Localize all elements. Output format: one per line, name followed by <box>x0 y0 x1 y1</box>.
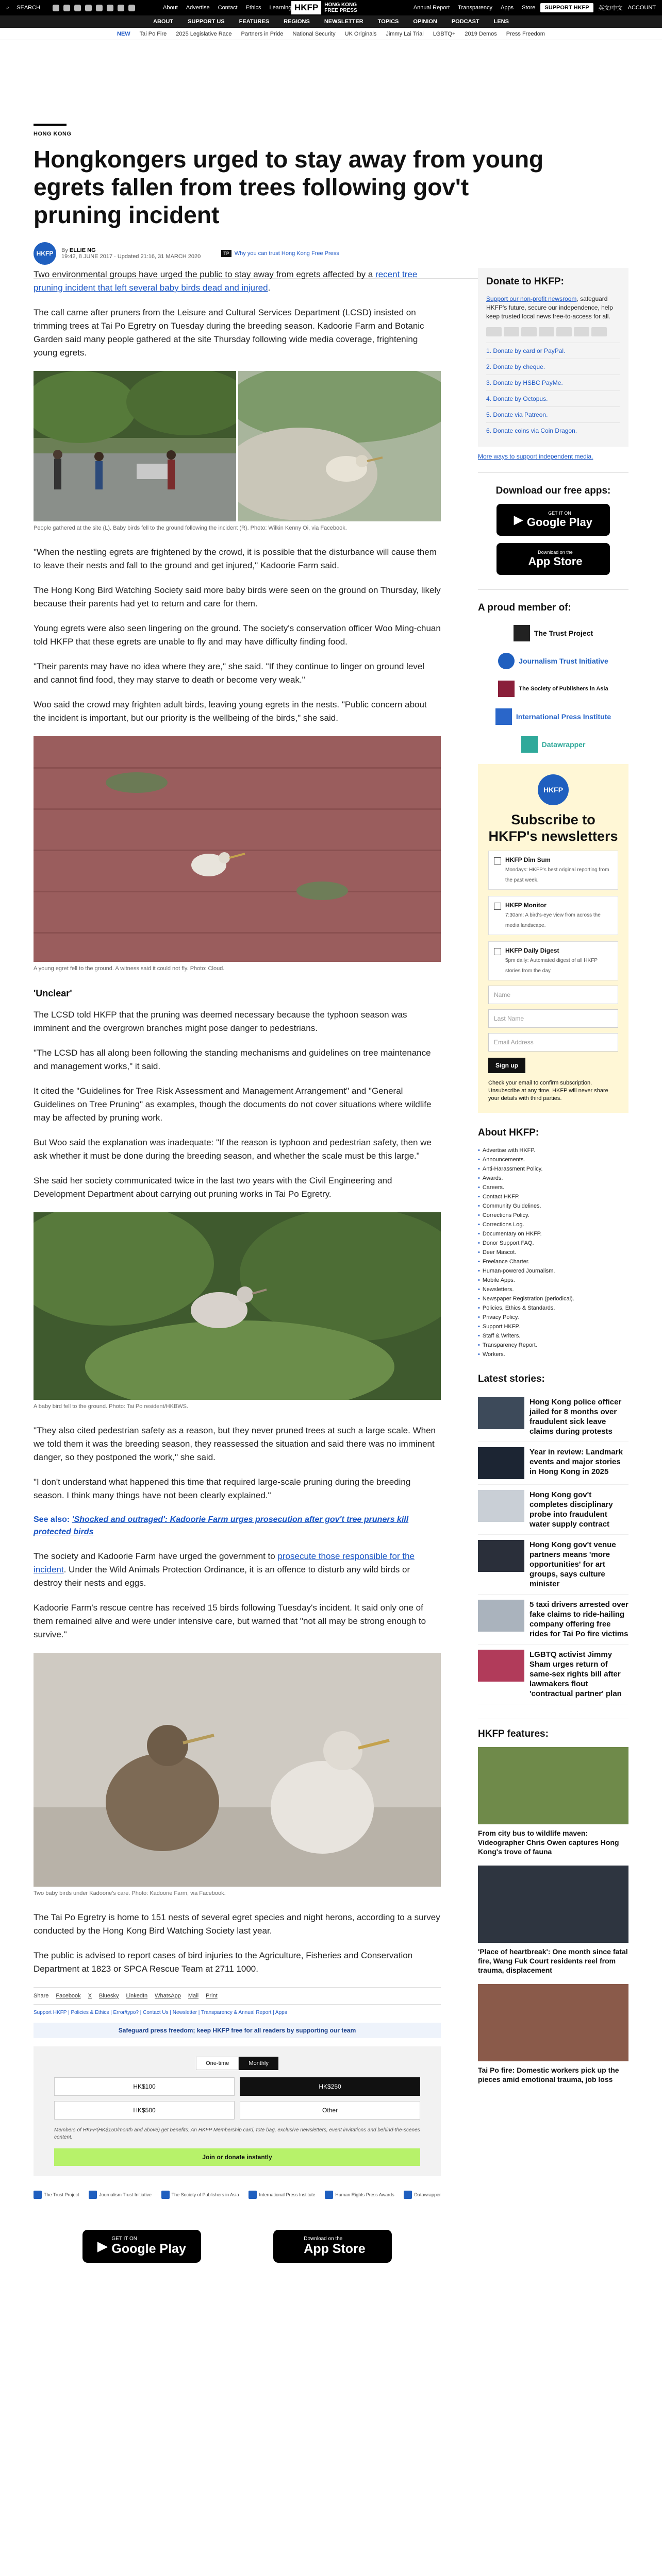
story-headline[interactable]: 5 taxi drivers arrested over fake claims to ride-hailing company offering free rides for Tai Po fire victims <box>529 1600 628 1638</box>
author-name[interactable]: ELLIE NG <box>69 247 96 253</box>
trending-item[interactable]: 2025 Legislative Race <box>176 30 232 37</box>
story-thumbnail[interactable] <box>478 1600 524 1632</box>
jti-icon <box>89 2191 97 2199</box>
about-link[interactable]: • Mobile Apps. <box>478 1276 628 1285</box>
about-link[interactable]: • Newsletters. <box>478 1285 628 1294</box>
utility-link-advertise[interactable]: Advertise <box>186 5 210 11</box>
google-play-icon: ▶ <box>97 2239 108 2253</box>
support-hkfp-button[interactable]: SUPPORT HKFP <box>540 3 593 12</box>
story-item[interactable] <box>478 1485 628 1535</box>
about-link[interactable]: • Transparency Report. <box>478 1341 628 1350</box>
paragraph: The LCSD told HKFP that the pruning was deemed necessary because the typhoon season was imminent and the overgrown branches might pose danger to pedestrians. <box>34 1010 407 1033</box>
name-field[interactable]: Name <box>488 986 618 1004</box>
app-download-bottom <box>34 2230 441 2263</box>
amount-option[interactable]: HK$100 <box>54 2077 235 2096</box>
logo-text: HONG KONG FREE PRESS <box>324 2 357 13</box>
article-photo <box>34 1653 441 1887</box>
amount-option[interactable]: HK$250 <box>240 2077 420 2096</box>
about-link[interactable]: • Staff & Writers. <box>478 1331 628 1341</box>
see-also-label: See also: <box>34 1515 70 1524</box>
social-icons <box>53 5 135 11</box>
nav-about[interactable]: ABOUT <box>153 19 174 25</box>
egret-on-pavement-photo <box>34 736 441 962</box>
nav-topics[interactable]: TOPICS <box>377 19 399 25</box>
amount-option[interactable]: Other <box>240 2101 420 2120</box>
nav-support-us[interactable]: SUPPORT US <box>188 19 225 25</box>
donate-option[interactable]: 1. Donate by card or PayPal. <box>486 343 620 359</box>
about-link[interactable]: • Documentary on HKFP. <box>478 1229 628 1239</box>
utility-links-right <box>413 5 536 11</box>
about-link[interactable]: • Donor Support FAQ. <box>478 1239 628 1248</box>
feature-item[interactable] <box>478 1866 628 1975</box>
story-thumbnail[interactable] <box>478 1490 524 1522</box>
badge-trust-project[interactable]: The Trust Project <box>34 2191 79 2199</box>
newsletter-box <box>478 764 628 1113</box>
trust-project-icon <box>34 2191 42 2199</box>
photo-caption: Two baby birds under Kadoorie's care. Photo: Kadoorie Farm, via Facebook. <box>34 1890 226 1896</box>
google-play-button[interactable]: ▶ GET IT ON Google Play <box>82 2230 201 2263</box>
photo-caption: A young egret fell to the ground. A witness said it could not fly. Photo: Cloud. <box>34 965 225 972</box>
signup-button[interactable]: Sign up <box>488 1058 525 1073</box>
paragraph: "Their parents may have no idea where they are," she said. "If they continue to linger on ground level and cannot find food, they may starve to death or become very weak." <box>34 662 425 685</box>
story-item[interactable] <box>478 1645 628 1704</box>
youtube-icon[interactable] <box>85 5 92 11</box>
checkbox[interactable] <box>494 948 501 955</box>
trending-item[interactable]: National Security <box>292 30 336 37</box>
sidebar-heading: HKFP features: <box>478 1728 549 1739</box>
google-play-button[interactable]: ▶ GET IT ON Google Play <box>496 504 610 536</box>
baby-birds-care-photo <box>34 1653 441 1887</box>
paragraph: Two environmental groups have urged the public to stay away from egrets affected by a recent tree pruning incident that left several baby birds dead and injured. <box>34 269 418 293</box>
inline-link[interactable]: prosecute those responsible for the incident <box>34 1551 415 1574</box>
features-section <box>478 1719 628 2084</box>
donate-strip[interactable]: Safeguard press freedom; keep HKFP free for all readers by supporting our team <box>34 2023 441 2038</box>
trust-project-icon: TP <box>221 250 231 257</box>
latest-list <box>478 1392 628 1704</box>
newsletter-option[interactable]: HKFP Monitor 7:30am: A bird's-eye view from across the media landscape. <box>488 896 618 935</box>
latest-stories <box>478 1374 628 1704</box>
member-logo[interactable]: The Society of Publishers in Asia <box>478 681 628 697</box>
unionpay-icon <box>556 327 572 336</box>
instagram-icon[interactable] <box>74 5 81 11</box>
trending-item[interactable]: Jimmy Lai Trial <box>386 30 424 37</box>
utility-link-ethics[interactable]: Ethics <box>245 5 261 11</box>
about-link[interactable]: • Newspaper Registration (periodical). <box>478 1294 628 1303</box>
top-utility-bar <box>0 0 662 15</box>
see-also <box>34 1514 441 1538</box>
paragraph: Young egrets were also seen lingering on the ground. The society's conservation officer Woo Ming-chuan told HKFP that these egrets are unable to fly and may have difficulty finding food. <box>34 623 441 647</box>
hkfp-logo[interactable] <box>291 1 357 14</box>
sidebar-heading: Latest stories: <box>478 1374 545 1384</box>
photo-caption: A baby bird fell to the ground. Photo: Tai Po resident/HKBWS. <box>34 1403 189 1410</box>
sidebar <box>478 268 628 2093</box>
search-link[interactable]: SEARCH <box>16 5 41 11</box>
datawrapper-icon <box>521 736 538 753</box>
share-x[interactable]: X <box>88 1993 92 1999</box>
nav-newsletter[interactable]: NEWSLETTER <box>324 19 363 25</box>
logo-mark: HKFP <box>291 1 321 14</box>
section-tag[interactable]: HONG KONG <box>34 131 72 137</box>
article-body <box>34 268 441 2263</box>
paragraph: "I don't understand what happened this time that required large-scale pruning during the breeding season. I think many things have not been clearly explained." <box>34 1477 411 1500</box>
utility-link-transparency[interactable]: Transparency <box>458 5 492 11</box>
feature-list <box>478 1747 628 2084</box>
story-headline[interactable]: Year in review: Landmark events and major stories in Hong Kong in 2025 <box>529 1448 623 1476</box>
sidebar-heading: Download our free apps: <box>495 485 611 496</box>
share-linkedin[interactable]: LinkedIn <box>126 1993 148 1999</box>
donate-option[interactable]: 2. Donate by cheque. <box>486 359 620 375</box>
badge-ipi[interactable]: International Press Institute <box>249 2191 315 2199</box>
badge-sopa[interactable]: The Society of Publishers in Asia <box>161 2191 239 2199</box>
nav-lens[interactable]: LENS <box>493 19 509 25</box>
topbar-left <box>6 5 291 11</box>
paypal-icon <box>539 327 554 336</box>
donation-amounts <box>54 2077 420 2120</box>
feature-item[interactable] <box>478 1747 628 1856</box>
sopa-icon <box>161 2191 170 2199</box>
story-item[interactable] <box>478 1442 628 1485</box>
utility-link-contact[interactable]: Contact <box>218 5 238 11</box>
donate-sidebox <box>478 268 628 447</box>
member-logo[interactable]: Journalism Trust Initiative <box>478 653 628 669</box>
about-link[interactable]: • Anti-Harassment Policy. <box>478 1164 628 1174</box>
see-also-link[interactable]: 'Shocked and outraged': Kadoorie Farm urges prosecution after gov't tree pruners kill protected birds <box>34 1515 409 1536</box>
trending-item[interactable]: Partners in Pride <box>241 30 284 37</box>
about-link[interactable]: • Deer Mascot. <box>478 1248 628 1257</box>
frequency-one-time[interactable]: One-time <box>196 2057 239 2070</box>
donation-frequency <box>54 2057 420 2070</box>
share-label: Share <box>34 1993 49 1999</box>
feature-image[interactable] <box>478 1984 628 2061</box>
about-link[interactable]: • Human-powered Journalism. <box>478 1266 628 1276</box>
about-section <box>478 1127 628 1359</box>
sopa-icon <box>498 681 515 697</box>
badge-jti[interactable]: Journalism Trust Initiative <box>89 2191 152 2199</box>
article-photo <box>34 736 441 962</box>
paragraph: She said her society communicated twice in the last two years with the Civil Engineering and Development Department about carrying out pruning works in Tai Po Egretry. <box>34 1176 392 1199</box>
badge-hrpa[interactable]: Human Rights Press Awards <box>325 2191 394 2199</box>
member-logo[interactable]: International Press Institute <box>478 708 628 725</box>
paragraph: Kadoorie Farm's rescue centre has received 15 birds following Tuesday's incident. It said only one of them remained alive and were under intensive care, but warned that "not all may be strong enough to survive." <box>34 1603 426 1639</box>
article-page <box>34 124 628 2256</box>
article-title: Hongkongers urged to stay away from young egrets fallen from trees following gov't pruning incident <box>34 146 544 228</box>
utility-link-learning[interactable]: Learning <box>269 5 292 11</box>
utility-link-annual-report[interactable]: Annual Report <box>413 5 450 11</box>
trending-item[interactable]: 2019 Demos <box>465 30 497 37</box>
story-thumbnail[interactable] <box>478 1540 524 1572</box>
paragraph: The Tai Po Egretry is home to 151 nests of several egret species and night herons, according to a survey conducted by the Hong Kong Bird Watching Society last year. <box>34 1912 440 1936</box>
article-subheading: 'Unclear' <box>34 988 72 998</box>
member-logo[interactable]: Datawrapper <box>478 736 628 753</box>
nav-regions[interactable]: REGIONS <box>284 19 310 25</box>
about-link[interactable]: • Awards. <box>478 1174 628 1183</box>
paragraph: But Woo said the explanation was inadequate: "If the reason is typhoon and pedestrian safety, then we ask whether it must be done during the breeding season, and whether the scale must be this large." <box>34 1138 432 1161</box>
share-print[interactable]: Print <box>206 1993 218 1999</box>
feature-item[interactable] <box>478 1984 628 2084</box>
about-link[interactable]: • Community Guidelines. <box>478 1201 628 1211</box>
about-link[interactable]: • Freelance Charter. <box>478 1257 628 1266</box>
article-photo <box>34 371 441 521</box>
trending-nav <box>0 28 662 40</box>
paragraph: The public is advised to report cases of bird injuries to the Agriculture, Fisheries and Conservation Department at 1823 or SPCA Rescue Team at 2711 1000. <box>34 1951 413 1974</box>
about-link[interactable]: • Careers. <box>478 1183 628 1192</box>
about-link[interactable]: • Corrections Policy. <box>478 1211 628 1220</box>
trending-item[interactable]: UK Originals <box>344 30 377 37</box>
checkbox[interactable] <box>494 857 501 865</box>
last-name-field[interactable]: Last Name <box>488 1009 618 1028</box>
bluesky-icon[interactable] <box>107 5 113 11</box>
more-ways-link[interactable]: More ways to support independent media. <box>478 453 593 460</box>
threads-icon[interactable] <box>96 5 103 11</box>
share-bluesky[interactable]: Bluesky <box>99 1993 119 1999</box>
paragraph: "The LCSD has all along been following the standing mechanisms and guidelines on tree maintenance and management works," it said. <box>34 1048 431 1071</box>
sidebar-heading: Donate to HKFP: <box>486 276 564 287</box>
photo-caption: People gathered at the site (L). Baby birds fell to the ground following the incident (R). Photo: Wilkin Kenny Oi, via Facebook. <box>34 525 347 531</box>
feature-headline[interactable]: From city bus to wildlife maven: Videographer Chris Owen captures Hong Kong's trove of fauna <box>478 1829 619 1856</box>
ipi-icon <box>249 2191 257 2199</box>
about-list <box>478 1146 628 1359</box>
article-photo <box>34 1212 441 1400</box>
jti-icon <box>498 653 515 669</box>
language-switch[interactable]: 英文/中文 <box>598 5 623 11</box>
byline <box>34 242 628 265</box>
amount-option[interactable]: HK$500 <box>54 2101 235 2120</box>
share-whatsapp[interactable]: WhatsApp <box>155 1993 181 1999</box>
story-item[interactable] <box>478 1595 628 1645</box>
story-thumbnail[interactable] <box>478 1397 524 1429</box>
author-avatar: HKFP <box>34 242 56 265</box>
nav-opinion[interactable]: OPINION <box>413 19 437 25</box>
crowd-photo <box>34 371 236 521</box>
trending-item[interactable]: Press Freedom <box>506 30 545 37</box>
rss-icon[interactable] <box>128 5 135 11</box>
utility-links <box>163 5 291 11</box>
fallen-bird-photo <box>238 371 441 521</box>
article-dates: 19:42, 8 JUNE 2017 · Updated 21:16, 31 MARCH 2020 <box>61 253 201 260</box>
story-headline[interactable]: Hong Kong gov't venue partners means 'more opportunities' for art groups, says culture minister <box>529 1540 616 1588</box>
utility-link-apps[interactable]: Apps <box>500 5 514 11</box>
membership-note: Members of HKFP(HK$150/month and above) get benefits: An HKFP Membership card, tote bag, exclusive newsletters, event invitations and behind-the-scenes content. <box>54 2127 420 2140</box>
share-mail[interactable]: Mail <box>188 1993 199 1999</box>
trending-item[interactable]: Tai Po Fire <box>139 30 167 37</box>
join-donate-button[interactable]: Join or donate instantly <box>54 2148 420 2166</box>
feature-image[interactable] <box>478 1866 628 1943</box>
member-section <box>478 589 628 753</box>
facebook-icon[interactable] <box>53 5 59 11</box>
story-headline[interactable]: Hong Kong gov't completes disciplinary probe into fraudulent water supply contract <box>529 1490 613 1529</box>
googlepay-icon <box>591 327 607 336</box>
ipi-icon <box>495 708 512 725</box>
donate-intro: Support our non-profit newsroom, safeguard HKFP's future, secure our independence, help keep trusted local news free-to-access for all. <box>486 295 613 320</box>
mastercard-icon <box>504 327 519 336</box>
nav-features[interactable]: FEATURES <box>239 19 270 25</box>
about-link[interactable]: • Privacy Policy. <box>478 1313 628 1322</box>
about-link[interactable]: • Corrections Log. <box>478 1220 628 1229</box>
share-facebook[interactable]: Facebook <box>56 1993 81 1999</box>
utility-link-store[interactable]: Store <box>522 5 536 11</box>
sidebar-heading: About HKFP: <box>478 1127 539 1138</box>
topbar-right <box>413 3 656 12</box>
paragraph: "They also cited pedestrian safety as a reason, but they never pruned trees at such a large scale. When we told them it was the breeding season, they reassessed the situation and said there was no imminent danger, so they postponed the work," she said. <box>34 1426 436 1462</box>
byline-by: By <box>61 247 68 253</box>
donate-option[interactable]: 4. Donate by Octopus. <box>486 391 620 406</box>
about-link[interactable]: • Contact HKFP. <box>478 1192 628 1201</box>
hkfp-newsletter-logo: HKFP <box>538 774 569 805</box>
section-rule <box>34 124 67 126</box>
badge-datawrapper[interactable]: Datawrapper <box>404 2191 441 2199</box>
x-icon[interactable] <box>63 5 70 11</box>
frequency-monthly[interactable]: Monthly <box>239 2057 278 2070</box>
byline-text <box>61 247 201 260</box>
feature-headline[interactable]: Tai Po fire: Domestic workers pick up the pieces amid emotional trauma, job loss <box>478 2066 619 2083</box>
paragraph: It cited the "Guidelines for Tree Risk Assessment and Management Arrangement" and "General Guidelines on Tree Pruning" as examples, though the documents do not cover situations where wildlife may be affected by pruning work. <box>34 1086 432 1123</box>
amex-icon <box>521 327 537 336</box>
google-play-icon: ▶ <box>514 513 523 526</box>
apps-section <box>478 472 628 575</box>
utility-link-about[interactable]: About <box>163 5 178 11</box>
story-thumbnail[interactable] <box>478 1447 524 1479</box>
paragraph: The call came after pruners from the Leisure and Cultural Services Department (LCSD) insisted on trimming trees at Tai Po Egretry on Tuesday during the breeding season. Kadoorie Farm and Botanic Garden said many people gathered at the site Thursday following wide media coverage, frightening young egrets. <box>34 308 424 358</box>
about-link[interactable]: • Announcements. <box>478 1155 628 1164</box>
newsletter-title: Subscribe to HKFP's newsletters <box>488 812 618 844</box>
visa-icon <box>486 327 502 336</box>
about-link[interactable]: • Policies, Ethics & Standards. <box>478 1303 628 1313</box>
about-link[interactable]: • Support HKFP. <box>478 1322 628 1331</box>
about-link[interactable]: • Advertise with HKFP. <box>478 1146 628 1155</box>
paragraph: The society and Kadoorie Farm have urged the government to prosecute those responsible for the incident. Under the Wild Animals Protection Ordinance, it is an offence to disturb any wild birds or destroy their nests and eggs. <box>34 1551 415 1588</box>
about-link[interactable]: • Workers. <box>478 1350 628 1359</box>
feature-image[interactable] <box>478 1747 628 1824</box>
support-link[interactable]: Support our non-profit newsroom <box>486 295 577 302</box>
sidebar-heading: A proud member of: <box>478 602 571 613</box>
trust-project-icon <box>514 625 530 641</box>
donate-widget <box>34 2046 441 2176</box>
donate-option[interactable]: 6. Donate coins via Coin Dragon. <box>486 422 620 438</box>
app-store-button[interactable]: Download on the App Store <box>273 2230 392 2263</box>
newsletter-option[interactable]: HKFP Daily Digest 5pm daily: Automated digest of all HKFP stories from the day. <box>488 941 618 980</box>
share-bar <box>34 1987 441 2005</box>
story-item[interactable] <box>478 1535 628 1595</box>
story-headline[interactable]: LGBTQ activist Jimmy Sham urges return of same-sex rights bill after lawmakers flout 'contractual partner' plan <box>529 1650 622 1698</box>
hrpa-icon <box>325 2191 333 2199</box>
story-thumbnail[interactable] <box>478 1650 524 1682</box>
main-nav <box>0 15 662 28</box>
member-badges <box>34 2191 441 2199</box>
trending-item[interactable]: LGBTQ+ <box>433 30 456 37</box>
applepay-icon <box>574 327 589 336</box>
feature-headline[interactable]: 'Place of heartbreak': One month since fatal fire, Wang Fuk Court residents reel from trauma, displacement <box>478 1947 628 1974</box>
trust-link[interactable] <box>221 250 339 257</box>
inline-link[interactable]: recent tree pruning incident that left several baby birds dead and injured <box>34 269 418 293</box>
payment-card-icons <box>486 327 620 336</box>
story-item[interactable] <box>478 1392 628 1442</box>
donate-option[interactable]: 3. Donate by HSBC PayMe. <box>486 375 620 391</box>
checkbox[interactable] <box>494 903 501 910</box>
email-field[interactable]: Email Address <box>488 1033 618 1052</box>
search-icon[interactable]: ⌕ <box>6 4 10 11</box>
newsletter-option[interactable]: HKFP Dim Sum Mondays: HKFP's best original reporting from the past week. <box>488 851 618 890</box>
donate-option[interactable]: 5. Donate via Patreon. <box>486 406 620 422</box>
app-store-button[interactable]: Download on the App Store <box>496 543 610 575</box>
paragraph: Woo said the crowd may frighten adult birds, leaving young egrets in the nests. "Public concern about the incident is important, but our priority is the wellbeing of the birds," she said. <box>34 700 427 723</box>
account-link[interactable]: ACCOUNT <box>627 5 656 11</box>
baby-bird-leaves-photo <box>34 1212 441 1400</box>
story-headline[interactable]: Hong Kong police officer jailed for 8 months over fraudulent sick leave claims during protests <box>529 1398 622 1436</box>
paragraph: "When the nestling egrets are frightened by the crowd, it is possible that the disturbance will cause them to leave their nests and fall to the ground and get injured," Kadoorie Farm said. <box>34 547 437 570</box>
datawrapper-icon <box>404 2191 412 2199</box>
member-logo[interactable]: The Trust Project <box>478 625 628 641</box>
nav-podcast[interactable]: PODCAST <box>451 19 479 25</box>
linkedin-icon[interactable] <box>118 5 124 11</box>
newsletter-confirm-note: Check your email to confirm subscription. Unsubscribe at any time. HKFP will never share your details with third parties. <box>488 1080 608 1101</box>
trending-new-label: NEW <box>117 30 130 37</box>
policy-links[interactable]: Support HKFP | Policies & Ethics | Error/typo? | Contact Us | Newsletter | Transparency & Annual Report | Apps <box>34 2010 287 2015</box>
paragraph: The Hong Kong Bird Watching Society said more baby birds were seen on the ground on Thursday, likely because their parents had yet to return and care for them. <box>34 585 441 608</box>
trust-link-label: Why you can trust Hong Kong Free Press <box>234 250 339 257</box>
